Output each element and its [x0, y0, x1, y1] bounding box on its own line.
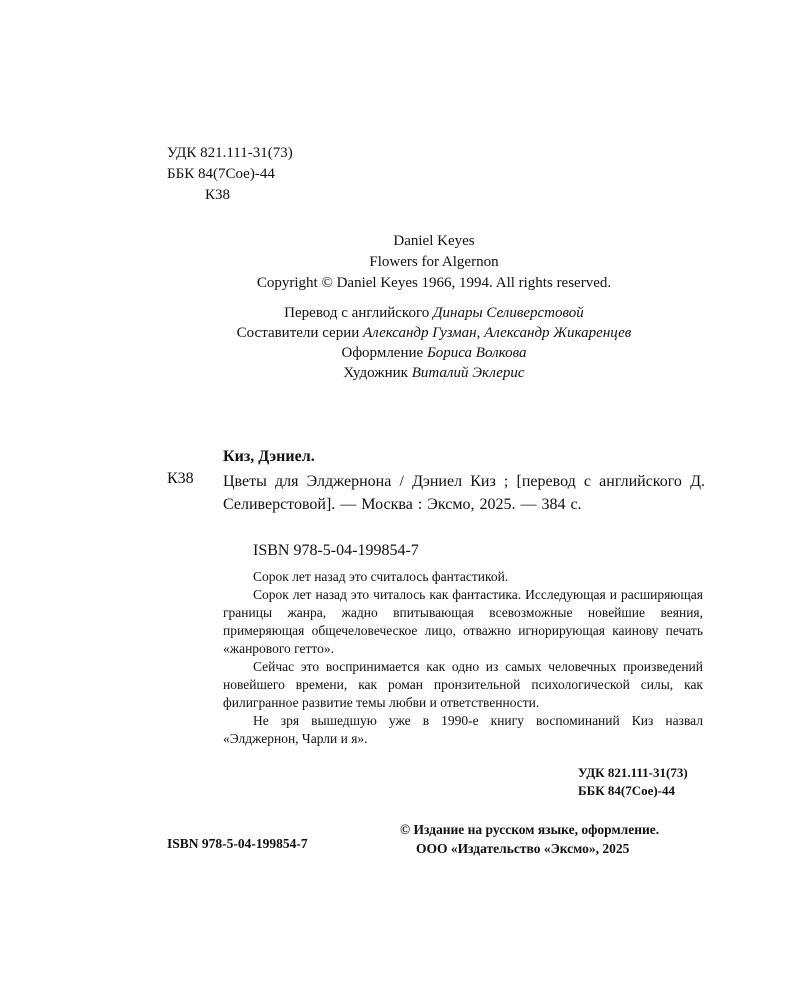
original-title: Flowers for Algernon [369, 254, 499, 270]
artist-name: Виталий Эклерис [411, 365, 525, 381]
annotation-paragraph: Не зря вышедшую уже в 1990-е книгу воспоминаний Киз назвал «Элджернон, Чарли и я». [223, 713, 703, 746]
copyright-line: Copyright © Daniel Keyes 1966, 1994. All rights reserved. [256, 275, 612, 291]
record-author-heading: Киз, Дэниел. [223, 448, 315, 465]
footer-copyright-line2: ООО «Издательство «Эксмо», 2025 [416, 841, 630, 856]
original-author: Daniel Keyes [393, 233, 475, 249]
author-mark: К38 [205, 187, 231, 203]
record-description: Цветы для Элджернона / Дэниел Киз ; [перевод с английского Д. Селиверстовой]. — Москва : Эксмо, 2025. — 384 с. [223, 473, 705, 513]
artist-label: Художник [343, 365, 408, 381]
designer-name: Бориса Волкова [426, 345, 527, 361]
translator-name: Динары Селиверстовой [433, 305, 584, 321]
record-author-mark: К38 [167, 470, 194, 487]
credits-block [0, 303, 800, 383]
translation-credit [0, 303, 800, 323]
classification-bottom [578, 764, 688, 800]
design-label: Оформление [341, 345, 424, 361]
rights-block [0, 231, 800, 294]
annotation-paragraph: Сорок лет назад это читалось как фантастика. Исследующая и расширяющая границы жанра, жадно впитывающая всевозможные новейшие веяния, примеряющая общечеловеческое лицо, отважно игнорирующая каинову печать «жанрового гетто». [223, 587, 703, 656]
footer-copyright-line1: © Издание на русском языке, оформление. [400, 822, 660, 837]
annotation-paragraph: Сейчас это воспринимается как одно из самых человечных произведений новейшего времени, как роман пронзительной психологической силы, как филигранное развитие темы любви и ответственности. [223, 659, 703, 710]
artist-credit [0, 363, 800, 383]
footer-copyright [400, 820, 659, 858]
footer-isbn: ISBN 978-5-04-199854-7 [167, 836, 308, 851]
design-credit [0, 343, 800, 363]
annotation-paragraph: Сорок лет назад это считалось фантастикой. [253, 569, 509, 584]
series-label: Составители серии [236, 325, 360, 341]
bbk-code: ББК 84(7Сое)-44 [167, 166, 275, 182]
classification-top [167, 143, 293, 206]
udk-code-bottom: УДК 821.111-31(73) [578, 765, 688, 780]
annotation [223, 568, 703, 748]
series-editors: Александр Гузман, Александр Жикаренцев [363, 325, 632, 341]
record-isbn: ISBN 978-5-04-199854-7 [253, 542, 419, 559]
udk-code: УДК 821.111-31(73) [167, 145, 293, 161]
series-credit [0, 323, 800, 343]
bbk-code-bottom: ББК 84(7Сое)-44 [578, 783, 676, 798]
translation-label: Перевод с английского [284, 305, 430, 321]
